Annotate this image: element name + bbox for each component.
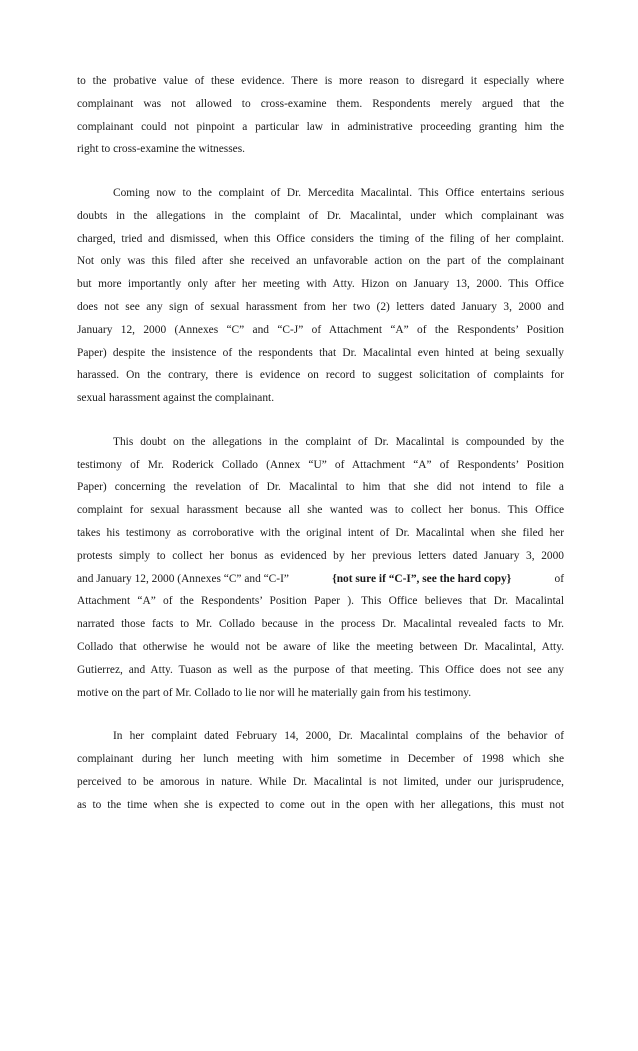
text-line: In her complaint dated February 14, 2000, Dr. Macalintal complains of the behavior of [113,730,564,743]
text-line: complainant could not pinpoint a particular law in administrative proceeding granting him the [77,120,564,133]
text-line: takes his testimony as corroborative with the original intent of Dr. Macalintal when she filed her [77,526,564,539]
paragraph-1 [77,70,564,161]
text-line: sexual harassment against the complainant. [77,392,275,405]
text-line: complaint for sexual harassment because all she wanted was to collect her bonus. This Office [77,504,564,517]
text-line: motive on the part of Mr. Collado to lie nor will he materially gain from his testimony. [77,686,472,699]
text-line: narrated those facts to Mr. Collado because in the process Dr. Macalintal revealed facts to Mr. [77,618,564,631]
text-line: Paper) concerning the revelation of Dr. Macalintal to him that she did not intend to file a [77,481,564,494]
paragraph-2 [77,182,564,410]
text-line: as to the time when she is expected to come out in the open with her allegations, this must not [77,798,564,811]
paragraph-3 [77,431,564,705]
text-segment: and January 12, 2000 (Annexes “C” and “C-I” [77,572,289,585]
text-line: Not only was this filed after she received an unfavorable action on the part of the complainant [77,255,564,268]
text-segment: of [554,572,564,585]
text-line: Collado that otherwise he would not be aware of like the meeting between Dr. Macalintal, Atty. [77,640,564,653]
text-line: January 12, 2000 (Annexes “C” and “C-J” of Attachment “A” of the Respondents’ Position [77,323,564,336]
text-line: protests simply to collect her bonus as evidenced by her previous letters dated January 3, 2000 [77,549,564,562]
text-line-with-note [77,568,564,591]
text-line: Attachment “A” of the Respondents’ Position Paper ). This Office believes that Dr. Macalintal [77,595,564,608]
text-line: complainant during her lunch meeting with him sometime in December of 1998 which she [77,752,564,765]
editor-note: {not sure if “C-I”, see the hard copy} [332,572,512,585]
text-line: right to cross-examine the witnesses. [77,143,245,156]
paragraph-4 [77,725,564,816]
text-line: testimony of Mr. Roderick Collado (Annex “U” of Attachment “A” of Respondents’ Position [77,458,564,471]
text-line: but more importantly only after her meeting with Atty. Hizon on January 13, 2000. This Office [77,278,564,291]
text-line: to the probative value of these evidence. There is more reason to disregard it especially where [77,75,564,87]
text-line: Paper) despite the insistence of the respondents that Dr. Macalintal even hinted at being sexually [77,346,564,359]
text-line: complainant was not allowed to cross-examine them. Respondents merely argued that the [77,97,564,110]
text-line: harassed. On the contrary, there is evidence on record to suggest solicitation of complaints for [77,369,564,382]
text-line: Coming now to the complaint of Dr. Mercedita Macalintal. This Office entertains serious [113,186,564,199]
text-line: Gutierrez, and Atty. Tuason as well as the purpose of that meeting. This Office does not see any [77,663,564,676]
text-line: doubts in the allegations in the complaint of Dr. Macalintal, under which complainant was [77,209,564,222]
document-body [77,70,564,816]
text-line: charged, tried and dismissed, when this Office considers the timing of the filing of her complaint. [77,232,564,245]
text-line: This doubt on the allegations in the complaint of Dr. Macalintal is compounded by the [113,435,564,448]
text-line: perceived to be amorous in nature. While Dr. Macalintal is not limited, under our jurisprudence, [77,775,564,788]
text-line: does not see any sign of sexual harassment from her two (2) letters dated January 3, 2000 and [77,300,564,313]
